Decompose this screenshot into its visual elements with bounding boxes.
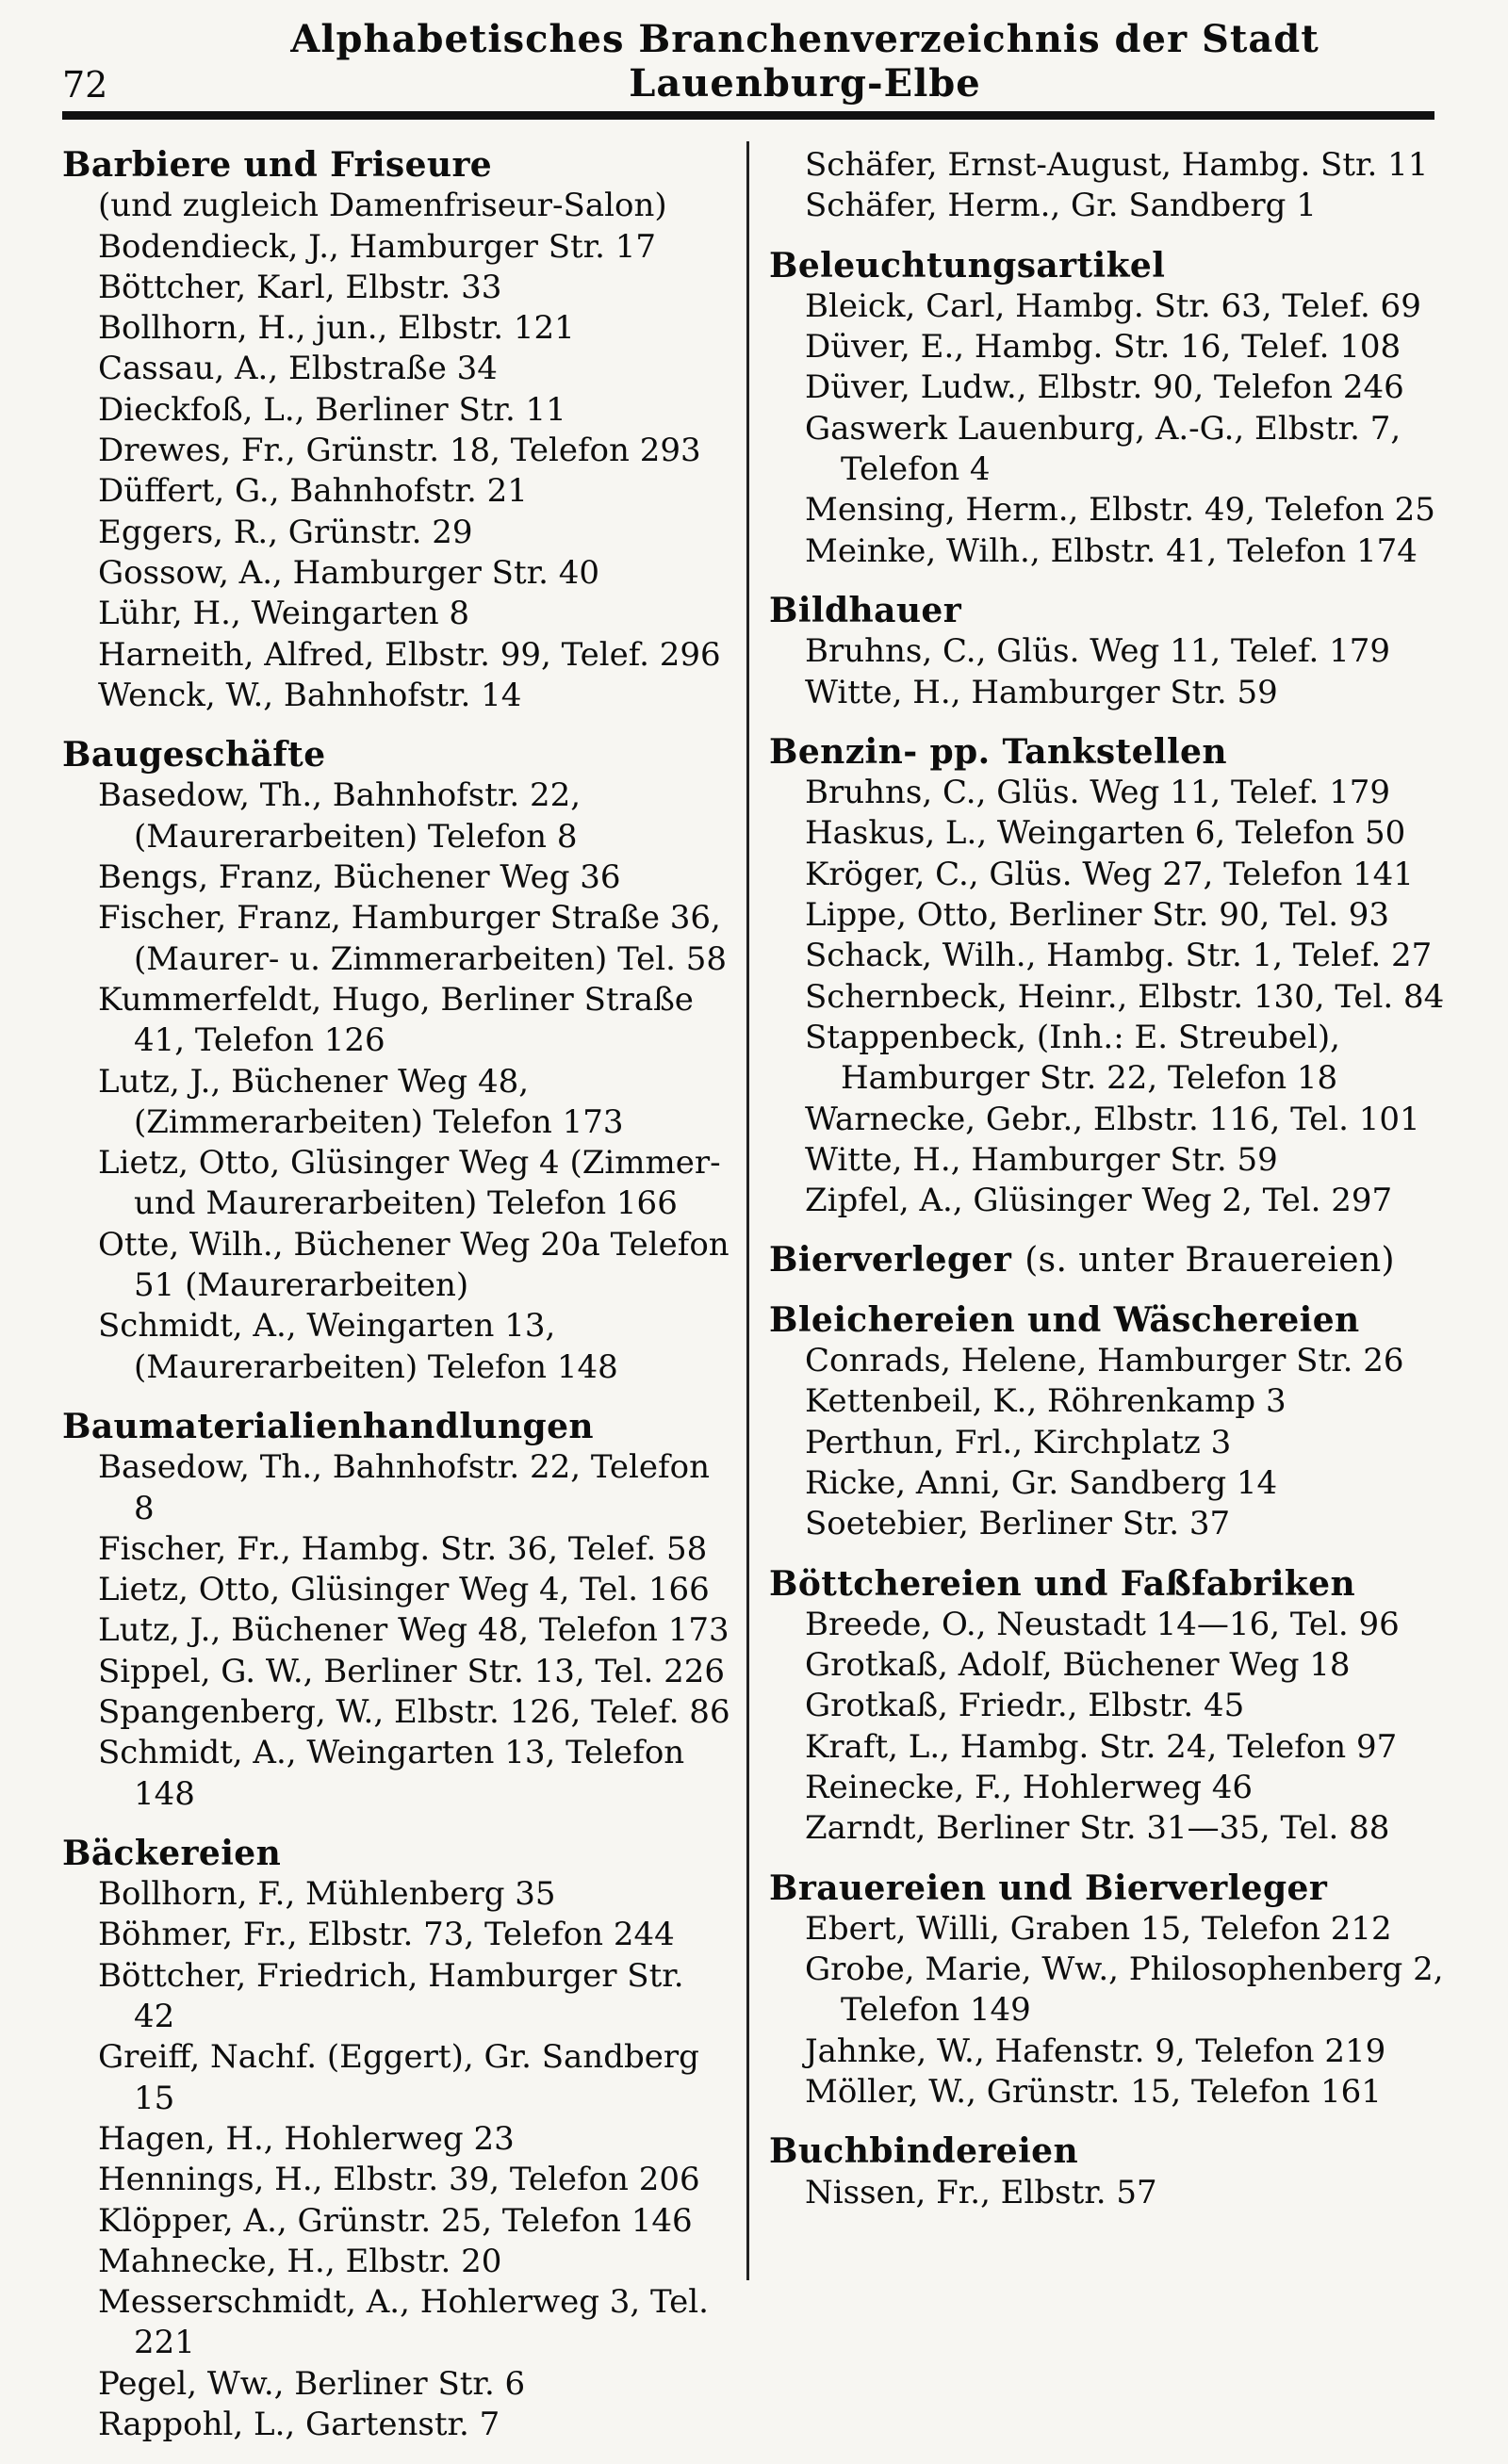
directory-entry: Bollhorn, F., Mühlenberg 35: [98, 1875, 556, 1914]
directory-entry: Jahnke, W., Hafenstr. 9, Telefon 219: [805, 2032, 1386, 2070]
section-bierverleger: [769, 1240, 1448, 1281]
page-header: [62, 17, 1434, 106]
directory-entry: Stappenbeck, (Inh.: E. Streubel), Hamburger Str. 22, Telefon 18: [805, 1018, 1340, 1098]
directory-entry: Pegel, Ww., Berliner Str. 6: [98, 2364, 526, 2403]
directory-entry: Dieckfoß, L., Berliner Str. 11: [98, 390, 566, 429]
directory-entry: Schack, Wilh., Hambg. Str. 1, Telef. 27: [805, 937, 1433, 975]
directory-entry: Breede, O., Neustadt 14—16, Tel. 96: [805, 1605, 1400, 1643]
directory-entry: Witte, H., Hamburger Str. 59: [805, 673, 1278, 711]
directory-entry: Grotkaß, Friedr., Elbstr. 45: [805, 1687, 1245, 1725]
section-bildhauer: [769, 591, 1448, 713]
directory-entry: Ricke, Anni, Gr. Sandberg 14: [805, 1463, 1278, 1502]
directory-entry: Lutz, J., Büchener Weg 48, Telefon 173: [98, 1611, 729, 1650]
section-title: [62, 145, 731, 186]
section-baumaterialienhandlungen: [62, 1407, 731, 1815]
directory-entry: Lühr, H., Weingarten 8: [98, 595, 470, 633]
section-title-text: Buchbindereien: [769, 2131, 1079, 2172]
directory-entry: Soetebier, Berliner Str. 37: [805, 1505, 1231, 1543]
directory-entry: Nissen, Fr., Elbstr. 57: [805, 2173, 1157, 2211]
directory-entry: Spangenberg, W., Elbstr. 126, Telef. 86: [98, 1692, 730, 1731]
directory-entry: Rappohl, L., Gartenstr. 7: [98, 2406, 500, 2444]
directory-entry: Düffert, G., Bahnhofstr. 21: [98, 472, 528, 511]
directory-entry: Lippe, Otto, Berliner Str. 90, Tel. 93: [805, 896, 1390, 935]
directory-entry: Otte, Wilh., Büchener Weg 20a Telefon 51 (Maurerarbeiten): [98, 1225, 729, 1305]
directory-entry: Bengs, Franz, Büchener Weg 36: [98, 858, 621, 897]
directory-entry: Warnecke, Gebr., Elbstr. 116, Tel. 101: [805, 1100, 1420, 1138]
section-title: [769, 2131, 1448, 2172]
section-baugeschäfte: [62, 735, 731, 1388]
section-title-text: Böttchereien und Faßfabriken: [769, 1563, 1356, 1604]
directory-entry: Möller, W., Grünstr. 15, Telefon 161: [805, 2073, 1382, 2112]
section-title-text: Bildhauer: [769, 590, 962, 630]
header-rule: [62, 111, 1434, 120]
section-title: [769, 1240, 1448, 1281]
directory-entry: Haskus, L., Weingarten 6, Telefon 50: [805, 814, 1406, 853]
directory-entry: Lietz, Otto, Glüsinger Weg 4 (Zimmer- und Maurerarbeiten) Telefon 166: [98, 1144, 721, 1223]
directory-entry: Bruhns, C., Glüs. Weg 11, Telef. 179: [805, 774, 1390, 812]
directory-entry: Mensing, Herm., Elbstr. 49, Telefon 25: [805, 491, 1435, 530]
section-title: [769, 1564, 1448, 1605]
left-column: [62, 145, 731, 2464]
section-buchbindereien: [769, 2131, 1448, 2213]
directory-entry: Kummerfeldt, Hugo, Berliner Straße 41, Telefon 126: [98, 980, 694, 1060]
directory-entry: Bleick, Carl, Hambg. Str. 63, Telef. 69: [805, 286, 1421, 325]
section-title: [769, 732, 1448, 773]
directory-entry: Zipfel, A., Glüsinger Weg 2, Tel. 297: [805, 1182, 1393, 1220]
directory-entry: Grobe, Marie, Ww., Philosophenberg 2, Telefon 149: [805, 1950, 1444, 2030]
section-title-text: Bäckereien: [62, 1833, 282, 1873]
directory-entry: Hennings, H., Elbstr. 39, Telefon 206: [98, 2161, 700, 2199]
section-title-text: Baugeschäfte: [62, 735, 326, 775]
directory-entry: Cassau, A., Elbstraße 34: [98, 350, 498, 388]
directory-entry: Bodendieck, J., Hamburger Str. 17: [98, 227, 657, 266]
directory-entry: Schmidt, A., Weingarten 13, Telefon 148: [98, 1734, 685, 1813]
directory-entry: Gossow, A., Hamburger Str. 40: [98, 553, 600, 592]
section-title: [769, 246, 1448, 286]
section-title-text: Benzin- pp. Tankstellen: [769, 731, 1227, 772]
section-bleichereien-und-wäschereien: [769, 1300, 1448, 1545]
directory-entry: Schäfer, Ernst-August, Hambg. Str. 11: [805, 146, 1429, 184]
directory-entry: Fischer, Fr., Hambg. Str. 36, Telef. 58: [98, 1529, 708, 1568]
directory-entry: Düver, Ludw., Elbstr. 90, Telefon 246: [805, 368, 1404, 407]
section-title-text: Bierverleger: [769, 1240, 1012, 1281]
directory-entry: Schäfer, Herm., Gr. Sandberg 1: [805, 187, 1317, 225]
directory-entry: Bruhns, C., Glüs. Weg 11, Telef. 179: [805, 632, 1390, 671]
running-title: Alphabetisches Branchenverzeichnis der Stadt Lauenburg-Elbe: [290, 17, 1320, 106]
directory-entry: Kettenbeil, K., Röhrenkamp 3: [805, 1382, 1287, 1421]
directory-entry: Basedow, Th., Bahnhofstr. 22, Telefon 8: [98, 1448, 710, 1527]
directory-entry: Böttcher, Karl, Elbstr. 33: [98, 268, 502, 306]
directory-entry: Klöpper, A., Grünstr. 25, Telefon 146: [98, 2201, 693, 2240]
directory-entry: Hagen, H., Hohlerweg 23: [98, 2119, 515, 2158]
directory-entry: Drewes, Fr., Grünstr. 18, Telefon 293: [98, 432, 701, 470]
section-title: [769, 1300, 1448, 1341]
directory-entry: Wenck, W., Bahnhofstr. 14: [98, 676, 522, 714]
directory-entry: Meinke, Wilh., Elbstr. 41, Telefon 174: [805, 531, 1418, 570]
section-title-text: Beleuchtungsartikel: [769, 245, 1166, 286]
section-title-text: Bleichereien und Wäschereien: [769, 1299, 1360, 1340]
directory-entry: Greiff, Nachf. (Eggert), Gr. Sandberg 15: [98, 2038, 699, 2117]
directory-entry: Basedow, Th., Bahnhofstr. 22, (Maurerarbeiten) Telefon 8: [98, 776, 582, 856]
section-benzin-pp-tankstellen: [769, 732, 1448, 1222]
cross-reference: (s. unter Brauereien): [1024, 1241, 1395, 1281]
section-title: [62, 1407, 731, 1447]
section-title: [769, 591, 1448, 631]
section-bäckereien: [62, 1834, 731, 2445]
directory-entry: Böttcher, Friedrich, Hamburger Str. 42: [98, 1956, 684, 2036]
section-subtitle: (und zugleich Damenfriseur-Salon): [98, 187, 667, 225]
section-title: [769, 1868, 1448, 1909]
section-barbiere-und-friseure: [62, 145, 731, 716]
section-title-text: Baumaterialienhandlungen: [62, 1406, 594, 1446]
directory-entry: Reinecke, F., Hohlerweg 46: [805, 1768, 1254, 1806]
directory-entry: Lietz, Otto, Glüsinger Weg 4, Tel. 166: [98, 1571, 710, 1609]
directory-entry: Mahnecke, H., Elbstr. 20: [98, 2242, 502, 2280]
section-böttchereien-und-faßfabriken: [769, 1564, 1448, 1850]
section-beleuchtungsartikel: [769, 246, 1448, 572]
directory-entry: Eggers, R., Grünstr. 29: [98, 513, 473, 551]
directory-entry: Böhmer, Fr., Elbstr. 73, Telefon 244: [98, 1916, 675, 1954]
directory-entry: Zarndt, Berliner Str. 31—35, Tel. 88: [805, 1809, 1390, 1848]
directory-entry: Fischer, Franz, Hamburger Straße 36, (Maurer- u. Zimmerarbeiten) Tel. 58: [98, 899, 727, 978]
column-divider: [746, 141, 749, 2280]
section-title: [62, 735, 731, 775]
directory-entry: Conrads, Helene, Hamburger Str. 26: [805, 1342, 1404, 1380]
right-column: [769, 145, 1448, 2232]
directory-entry: Sippel, G. W., Berliner Str. 13, Tel. 226: [98, 1652, 725, 1690]
section-continued: [769, 145, 1448, 227]
page-number: 72: [62, 64, 108, 106]
directory-entry: Harneith, Alfred, Elbstr. 99, Telef. 296: [98, 635, 721, 674]
section-title-text: Brauereien und Bierverleger: [769, 1868, 1328, 1908]
section-brauereien-und-bierverleger: [769, 1868, 1448, 2113]
directory-entry: Düver, E., Hambg. Str. 16, Telef. 108: [805, 328, 1401, 367]
directory-entry: Grotkaß, Adolf, Büchener Weg 18: [805, 1646, 1351, 1685]
directory-entry: Lutz, J., Büchener Weg 48, (Zimmerarbeiten) Telefon 173: [98, 1062, 624, 1141]
directory-entry: Perthun, Frl., Kirchplatz 3: [805, 1423, 1232, 1461]
directory-entry: Ebert, Willi, Graben 15, Telefon 212: [805, 1909, 1392, 1948]
directory-entry: Schmidt, A., Weingarten 13, (Maurerarbeiten) Telefon 148: [98, 1307, 618, 1386]
directory-entry: Bollhorn, H., jun., Elbstr. 121: [98, 309, 575, 348]
section-title-text: Barbiere und Friseure: [62, 145, 493, 185]
section-title: [62, 1834, 731, 1874]
directory-entry: Gaswerk Lauenburg, A.-G., Elbstr. 7, Telefon 4: [805, 409, 1401, 489]
directory-entry: Witte, H., Hamburger Str. 59: [805, 1140, 1278, 1179]
directory-entry: Messerschmidt, A., Hohlerweg 3, Tel. 221: [98, 2283, 709, 2362]
directory-entry: Schernbeck, Heinr., Elbstr. 130, Tel. 84: [805, 977, 1445, 1016]
directory-entry: Kröger, C., Glüs. Weg 27, Telefon 141: [805, 855, 1414, 893]
directory-entry: Kraft, L., Hambg. Str. 24, Telefon 97: [805, 1727, 1398, 1766]
